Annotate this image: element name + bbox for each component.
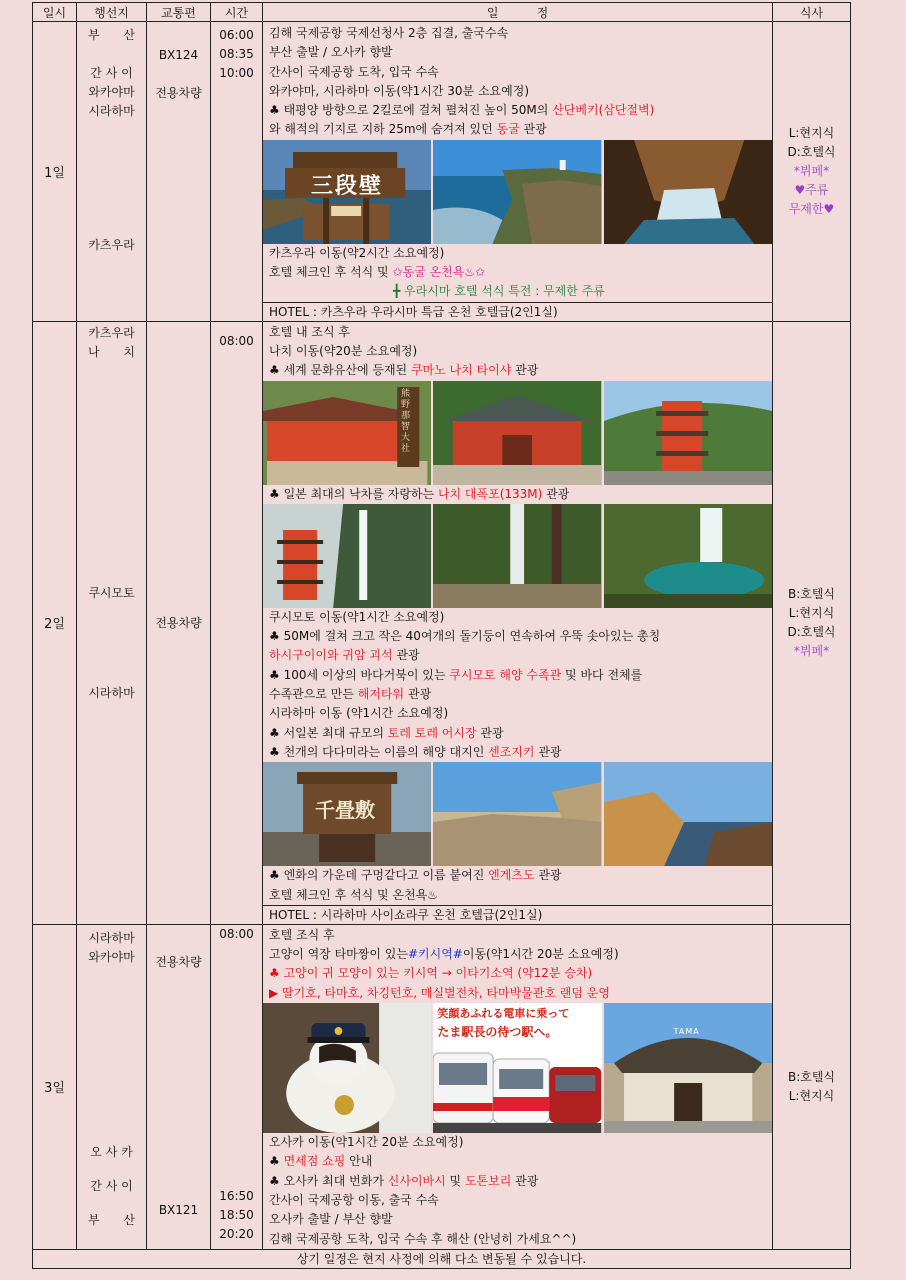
schedule-line: 간사이 국제공항 도착, 입국 수속: [269, 64, 439, 79]
photo-shrine-hall: [433, 381, 601, 485]
highlight-nachi-falls: 나치 대폭포(133M): [437, 486, 543, 501]
private-vehicle: 전용차량: [155, 86, 202, 100]
schedule-line: 쿠시모토 이동(약1시간 소요예정): [269, 609, 445, 624]
header-day: 일시: [33, 3, 77, 22]
schedule-line: ♣ 서일본 최대 규모의 토레 토레 어시장 관광: [269, 725, 504, 740]
schedule-line: ♣ 고양이 귀 모양이 있는 키시역 → 이타기소역 (약12분 승차): [269, 966, 593, 981]
schedule-line: ▶ 딸기호, 타마호, 차깅턴호, 매실별전차, 타마박물관호 랜덤 운영: [269, 985, 610, 1000]
schedule-line: 김해 국제공항 국제선청사 2층 집결, 출국수속: [269, 26, 509, 40]
schedule-line: 호텔 체크인 후 석식 및 ✩동굴 온천욕♨✩: [269, 265, 486, 280]
day1-places: [77, 22, 147, 322]
day2-transport: 전용차량: [147, 321, 211, 924]
photo-cave: [604, 140, 772, 244]
private-vehicle: 전용차량: [155, 954, 202, 969]
highlight-kumano-nachi: 쿠마노 나치 타이샤: [410, 363, 512, 378]
time: 16:50: [219, 1188, 254, 1203]
time: 10:00: [219, 66, 254, 80]
schedule-line: 호텔 내 조식 후: [269, 324, 350, 339]
header-meal: 식사: [773, 3, 851, 22]
day2-row: [33, 321, 851, 924]
day1-row: [33, 22, 851, 322]
highlight-engetsuto: 엔게츠도: [488, 868, 535, 883]
meal-lunch: L:현지식: [788, 1088, 835, 1103]
footer-note: 상기 일정은 현지 사정에 의해 다소 변동될 수 있습니다.: [33, 1249, 851, 1268]
meal-buffet: *뷔페*: [793, 643, 830, 658]
day3-schedule: [263, 924, 773, 1249]
schedule-line: ♣ 50M에 걸쳐 크고 작은 40여개의 돌기둥이 연속하여 우뚝 솟아있는 총칭: [269, 629, 661, 644]
place-kansai: 간 사 이: [90, 66, 133, 80]
flight-bx124: BX124: [158, 48, 199, 62]
highlight-kushimoto-aquarium: 쿠시모토 해양 수족관: [449, 667, 562, 682]
place-kushimoto: 쿠시모토: [88, 585, 135, 600]
day1-transport: [147, 22, 211, 322]
meal-breakfast: B:호텔식: [787, 586, 836, 601]
photo-falls-forest: [433, 504, 601, 608]
meal-lunch: L:현지식: [788, 605, 835, 620]
place-wakayama: 와카야마: [88, 85, 135, 99]
meal-unlimited: 무제한♥: [788, 201, 835, 216]
photo-cat-stationmaster: [263, 1003, 431, 1133]
schedule-line: 오사카 이동(약1시간 20분 소요예정): [269, 1135, 464, 1150]
day1-hotel: HOTEL : 카츠우라 우라시마 특급 온천 호텔급(2인1실): [263, 302, 772, 321]
highlight-senjojiki: 센조지키: [488, 744, 535, 759]
flight-bx121: BX121: [158, 1202, 199, 1217]
highlight-dotonbori: 도톤보리: [464, 1173, 512, 1188]
day2-label: 2일: [33, 321, 77, 924]
time: 08:35: [219, 47, 254, 61]
special-offer: ╋ 우라시마 호텔 석식 특전 : 무제한 주류: [393, 284, 605, 299]
day1-times: [211, 22, 263, 322]
meal-dinner: D:호텔식: [787, 624, 836, 639]
sign-text: 千畳敷: [315, 798, 375, 823]
photo-falls-pool: [604, 504, 772, 608]
day2-schedule: [263, 321, 773, 924]
day2-places: [77, 321, 147, 924]
schedule-line: ♣ 천개의 다다미라는 이름의 해양 대지인 센조지키 관광: [269, 744, 562, 759]
schedule-line: 간사이 국제공항 이동, 출국 수속: [269, 1192, 439, 1207]
day2-photos-shrine: [263, 381, 772, 485]
photo-pagoda-falls: [263, 504, 431, 608]
place-shirahama: 시라하마: [88, 685, 135, 700]
day3-meals: [773, 924, 851, 1249]
schedule-line: ♣ 오사카 최대 번화가 신사이바시 및 도톤보리 관광: [269, 1173, 539, 1188]
schedule-line: 수족관으로 만든 해저타워 관광: [269, 687, 432, 702]
meal-lunch: L:현지식: [788, 125, 835, 140]
shrine-sign-text: 熊野那智大社: [401, 388, 411, 454]
header-transport: 교통편: [147, 3, 211, 22]
schedule-line: 카츠우라 이동(약2시간 소요예정): [269, 245, 445, 260]
day1-photos: [263, 140, 772, 244]
meal-breakfast: B:호텔식: [787, 1069, 836, 1084]
schedule-line: 나치 이동(약20분 소요예정): [269, 343, 418, 358]
place-osaka: 오 사 카: [90, 1144, 133, 1159]
photo-pagoda: [604, 381, 772, 485]
highlight-duty-free: 면세점 쇼핑: [283, 1154, 346, 1169]
day3-photos: [263, 1003, 772, 1133]
schedule-line: 김해 국제공항 도착, 입국 수속 후 해산 (안녕히 가세요^^): [269, 1231, 577, 1246]
time: 08:00: [219, 926, 254, 941]
place-wakayama: 와카야마: [88, 949, 135, 964]
highlight-underwater-tower: 해저타워: [357, 687, 405, 702]
photo-nachi-taisha: [263, 381, 431, 485]
place-busan: 부 산: [88, 28, 145, 42]
day3-row: [33, 924, 851, 1249]
day2-photos-falls: [263, 504, 772, 608]
footer-row: [33, 1249, 851, 1268]
day3-times: [211, 924, 263, 1249]
highlight-cave-onsen: ✩동굴 온천욕♨✩: [392, 265, 486, 280]
highlight-shinsaibashi: 신사이바시: [387, 1173, 446, 1188]
sign-text: 三段壁: [311, 172, 384, 199]
meal-buffet: *뷔페*: [793, 163, 830, 178]
meal-drinks: ♥주류: [794, 182, 829, 197]
highlight-toretore-market: 토레 토레 어시장: [387, 725, 477, 740]
header-schedule: 일 정: [263, 3, 773, 22]
header-time: 시간: [211, 3, 263, 22]
highlight-kishi-station: #키시역#: [407, 947, 463, 962]
highlight-sandanbeki: 산단베키(삼단절벽): [552, 103, 655, 118]
schedule-line: 고양이 역장 타마짱이 있는#키시역#이동(약1시간 20분 소요예정): [269, 947, 619, 962]
photo-tama-train-poster: [433, 1003, 601, 1133]
day3-transport: [147, 924, 211, 1249]
header-row: [33, 3, 851, 22]
time: 18:50: [219, 1207, 254, 1222]
poster-title-1: 笑顔あふれる電車に乗って: [437, 1007, 570, 1021]
schedule-line: 와카야마, 시라하마 이동(약1시간 30분 소요예정): [269, 83, 529, 98]
place-nachi: 나 치: [88, 344, 145, 359]
photo-cliff-coast: [433, 140, 601, 244]
place-shirahama: 시라하마: [88, 930, 135, 945]
time: 06:00: [219, 28, 254, 42]
place-shirahama: 시라하마: [88, 104, 135, 118]
day1-schedule: [263, 22, 773, 322]
time: 20:20: [219, 1226, 254, 1241]
day1-meals: [773, 22, 851, 322]
header-place: 행선지: [77, 3, 147, 22]
schedule-line: ♣ 일본 최대의 낙차를 자랑하는 나치 대폭포(133M) 관광: [269, 486, 570, 501]
day2-times: [211, 321, 263, 924]
poster-title-2: たま駅長の待つ駅へ。: [437, 1025, 558, 1040]
day2-photos-coast: [263, 762, 772, 866]
photo-sandstone-coast: [604, 762, 772, 866]
photo-senjojiki-sign: [263, 762, 431, 866]
photo-rock-terrace: [433, 762, 601, 866]
place-busan: 부 산: [88, 1212, 145, 1227]
highlight-cave: 동굴: [496, 122, 520, 137]
schedule-line: 와 해적의 기지로 지하 25m에 숨겨져 있던 동굴 관광: [269, 122, 547, 137]
schedule-line: ♣ 면세점 쇼핑 안내: [269, 1154, 373, 1169]
schedule-line: 시라하마 이동 (약1시간 소요예정): [269, 706, 449, 721]
highlight-hashigui-iwa: 하시구이이와 귀암 괴석: [269, 648, 393, 663]
photo-kishi-station: [604, 1003, 772, 1133]
itinerary-table: [32, 2, 851, 1269]
time: 08:00: [219, 333, 254, 348]
schedule-line: ♣ 세계 문화유산에 등재된 쿠마노 나치 타이샤 관광: [269, 363, 539, 378]
schedule-line: ♣ 100세 이상의 바다거북이 있는 쿠시모토 해양 수족관 및 바다 전체를: [269, 667, 643, 682]
day2-meals: [773, 321, 851, 924]
schedule-line: ♣ 엔화의 가운데 구멍같다고 이름 붙여진 엔게츠도 관광: [269, 868, 562, 883]
schedule-line: 부산 출발 / 오사카 향발: [269, 45, 393, 60]
schedule-line: 오사카 출발 / 부산 향발: [269, 1212, 393, 1227]
day3-places: [77, 924, 147, 1249]
photo-sandanbeki-sign: [263, 140, 431, 244]
day1-label: 1일: [33, 22, 77, 322]
schedule-line: 호텔 조식 후: [269, 927, 335, 942]
station-sign: TAMA: [673, 1027, 700, 1037]
schedule-line: 호텔 체크인 후 석식 및 온천욕♨: [269, 887, 438, 902]
place-katsuura: 카츠우라: [88, 325, 135, 340]
day3-label: 3일: [33, 924, 77, 1249]
schedule-line: ♣ 태평양 방향으로 2킬로에 걸쳐 펼쳐진 높이 50M의 산단베키(삼단절벽): [269, 103, 655, 118]
schedule-line: 하시구이이와 귀암 괴석 관광: [269, 648, 420, 663]
place-kansai: 간 사 이: [90, 1178, 133, 1193]
meal-dinner: D:호텔식: [787, 144, 836, 159]
day2-hotel: HOTEL : 시라하마 사이쇼라쿠 온천 호텔급(2인1실): [263, 905, 772, 924]
place-katsuura: 카츠우라: [88, 238, 135, 252]
